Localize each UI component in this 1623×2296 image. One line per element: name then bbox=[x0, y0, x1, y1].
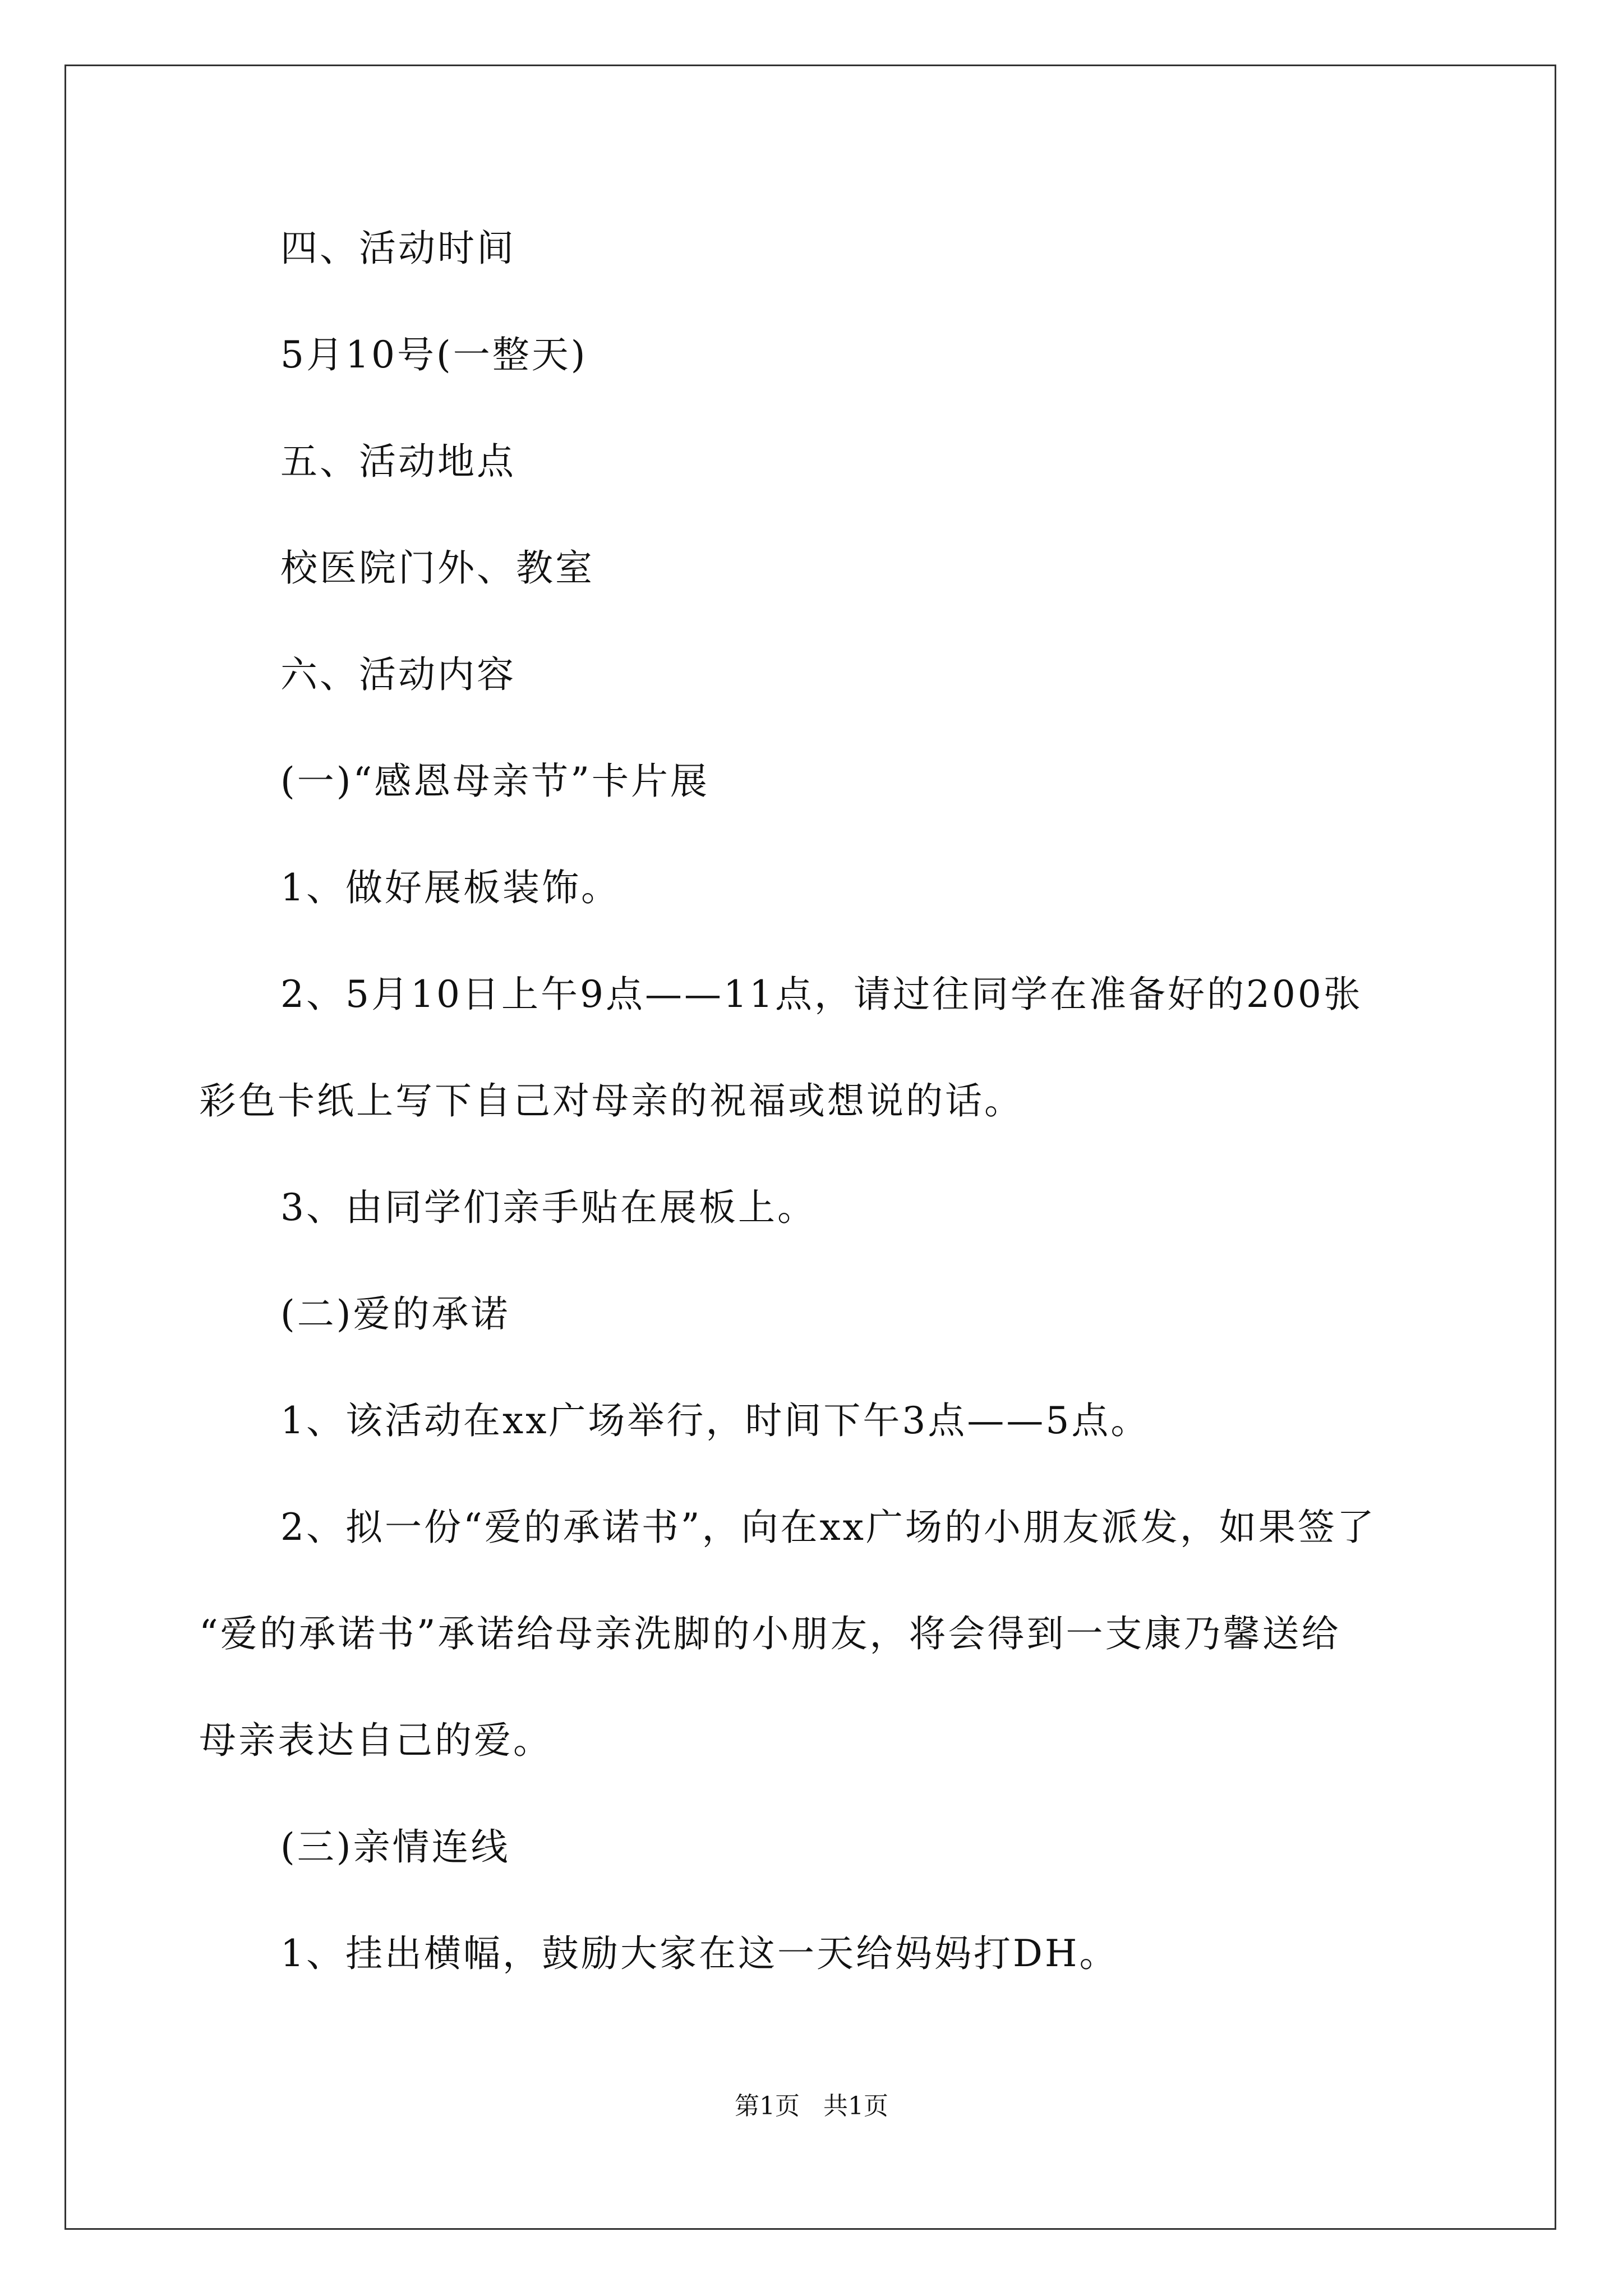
event-date: 5月10号(一整天) bbox=[280, 333, 588, 376]
page-footer: 第1页 共1页 bbox=[735, 2092, 888, 2120]
page-border bbox=[64, 65, 1556, 2230]
subsection-heading-card-exhibition: (一)“感恩母亲节”卡片展 bbox=[280, 760, 709, 803]
paragraph-continuation: “爱的承诺书”承诺给母亲洗脚的小朋友，将会得到一支康乃馨送给 bbox=[199, 1612, 1341, 1655]
paragraph-item: 1、挂出横幅，鼓励大家在这一天给妈妈打DH。 bbox=[280, 1932, 1119, 1975]
paragraph-item: 3、由同学们亲手贴在展板上。 bbox=[280, 1186, 817, 1229]
paragraph-continuation: 彩色卡纸上写下自己对母亲的祝福或想说的话。 bbox=[199, 1079, 1023, 1122]
paragraph-item: 2、拟一份“爱的承诺书”，向在xx广场的小朋友派发，如果签了 bbox=[280, 1506, 1376, 1549]
paragraph-continuation: 母亲表达自己的爱。 bbox=[199, 1719, 552, 1762]
event-location: 校医院门外、教室 bbox=[280, 546, 594, 590]
section-heading-time: 四、活动时间 bbox=[280, 227, 516, 270]
section-heading-content: 六、活动内容 bbox=[280, 653, 516, 696]
paragraph-item: 1、该活动在xx广场举行，时间下午3点——5点。 bbox=[280, 1399, 1150, 1442]
paragraph-item: 1、做好展板装饰。 bbox=[280, 866, 620, 909]
subsection-heading-family-call: (三)亲情连线 bbox=[280, 1825, 510, 1869]
section-heading-location: 五、活动地点 bbox=[280, 440, 516, 483]
paragraph-item: 2、5月10日上午9点——11点，请过往同学在准备好的200张 bbox=[280, 973, 1363, 1016]
subsection-heading-promise: (二)爱的承诺 bbox=[280, 1292, 510, 1336]
